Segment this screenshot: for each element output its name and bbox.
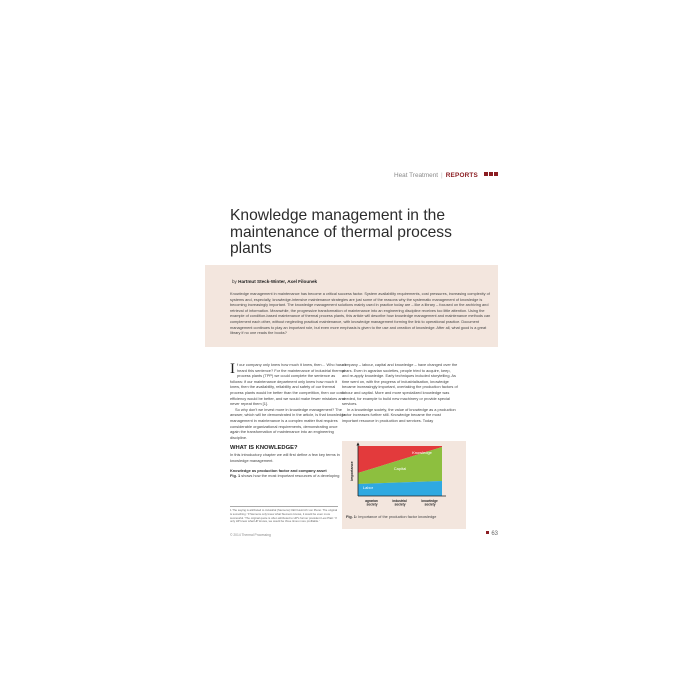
paragraph-4 [230,473,348,479]
paragraph-4-text: shows how the most important resources of a developing [241,473,340,479]
x-tick-knowledge [421,499,438,507]
figure-caption-text: Importance of the production factor knowledge [358,515,437,519]
journal-page [205,163,498,543]
paragraph-2: So why don't we invest more in knowledge management? The answer, which will be demonstrated in the article, is that knowledge management in maintenance is a complex matter that requires considerable organizational requirements, demonstrating once again the transformation of maintenance into an engineering discipline. [230,406,346,440]
figure-reference: Fig. 1 [230,473,241,479]
header-divider: | [441,172,443,179]
x-tick-industrial [392,499,407,507]
x-tick-knowledge-line2: society [424,502,436,507]
intro-paragraph [230,362,348,407]
page-number-text: 63 [491,531,498,537]
page-header [394,172,498,179]
x-tick-industrial-line2: society [394,502,406,507]
page-number [486,531,498,537]
header-squares-icon [483,172,498,179]
page-marker-icon [486,531,489,534]
x-tick-agrarian [365,499,378,507]
abstract-text: Knowledge management in maintenance has become a critical success factor. System availability requirements, cost pressures, increasing complexity of systems and, especially, knowledge-intensive maintenance strategies are just some of the reasons why the systematic management of knowledge is becoming increasingly important. The knowledge management solutions mainly used in practice today are – like a library – focused on the archiving and retrieval of information. Meanwhile, the progressive transformation of maintenance into an engineering discipline receives too little attention. Using the example of condition-based maintenance of thermal process plants, this article will describe how knowledge management and maintenance methods can complement each other, without neglecting practical maintenance, with knowledge management forming the link to operational practice. Document management continues to play an important role, but even more emphasis is given to the use and creation of knowledge. After all, what good is a great library if no one reads the books? [230,292,491,336]
article-title: Knowledge management in the maintenance of thermal process plants [230,207,452,257]
figure-diagram [342,441,466,515]
knowledge-label: Knowledge [412,450,432,455]
body-column-1 [230,362,348,479]
paragraph-6: In a knowledge society, the value of knowledge as a production factor increases further still. Knowledge became the most important resource in production and services. Today [342,406,456,423]
section-heading: WHAT IS KNOWLEDGE? [230,445,298,452]
byline [232,279,317,284]
figure-caption-label: Fig. 1: [346,515,358,519]
capital-label: Capital [393,466,407,471]
x-tick-agrarian-line2: society [366,502,378,507]
paragraph-1: f our company only knew how much it knew, then… Who hasn't heard this sentence? For the maintenance of industrial thermal process plants (TPP) we could complete the sentence as follows: if our maintenance department only knew how much it knew, then the availability, reliability and safety of our thermal process plants would be better than the competition, then our cost efficiency would be better, and we would make fewer mistakes and never repeat them [1]. [230,362,346,407]
body-column-2 [342,362,458,424]
x-tick-agrarian-line1: agrarian [365,499,378,503]
category-label: REPORTS [445,172,478,179]
x-tick-knowledge-line1: knowledge [421,499,438,503]
x-tick-industrial-line1: industrial [392,499,407,503]
paragraph-5: company – labour, capital and knowledge – have changed over the years. Even in agrarian societies, people tried to acquire, keep, and re-apply knowledge. Early techniques included storytelling. As time went on, with the progress of industrialisation, knowledge became increasingly important, overtaking the production factors of labour and capital. More and more specialized knowledge was needed, for example to build new machinery or provide special services. [342,362,458,407]
footnote: 1 The saying is attributed to industrial (Siemens) CEO Heinrich von Pierer. The original is something: 'If Siemens only knew what Siemens knows, it would be even more successful.' The original quote is often attributed to HP's former president Lew Platt: 'If only HP knew what HP knows, we would be three times more profitable.' [230,508,338,524]
figure-caption [346,515,436,519]
footer-copyright: © 2014 Thermal Processing [230,533,271,537]
abstract-box [205,265,498,347]
figure-1 [342,441,466,529]
section-label: Heat Treatment [393,172,439,179]
drop-cap: I [230,361,235,377]
y-axis-label: importance [350,461,354,481]
paragraph-3: In this introductory chapter we will first define a few key terms in knowledge management. [230,452,340,463]
byline-prefix: by [232,279,237,284]
byline-authors: Hartmut Steck-Winter, Axel Filounek [238,279,318,284]
subsection-heading: Knowledge as production factor and company asset [230,467,327,473]
labor-label: Labor [362,485,374,490]
